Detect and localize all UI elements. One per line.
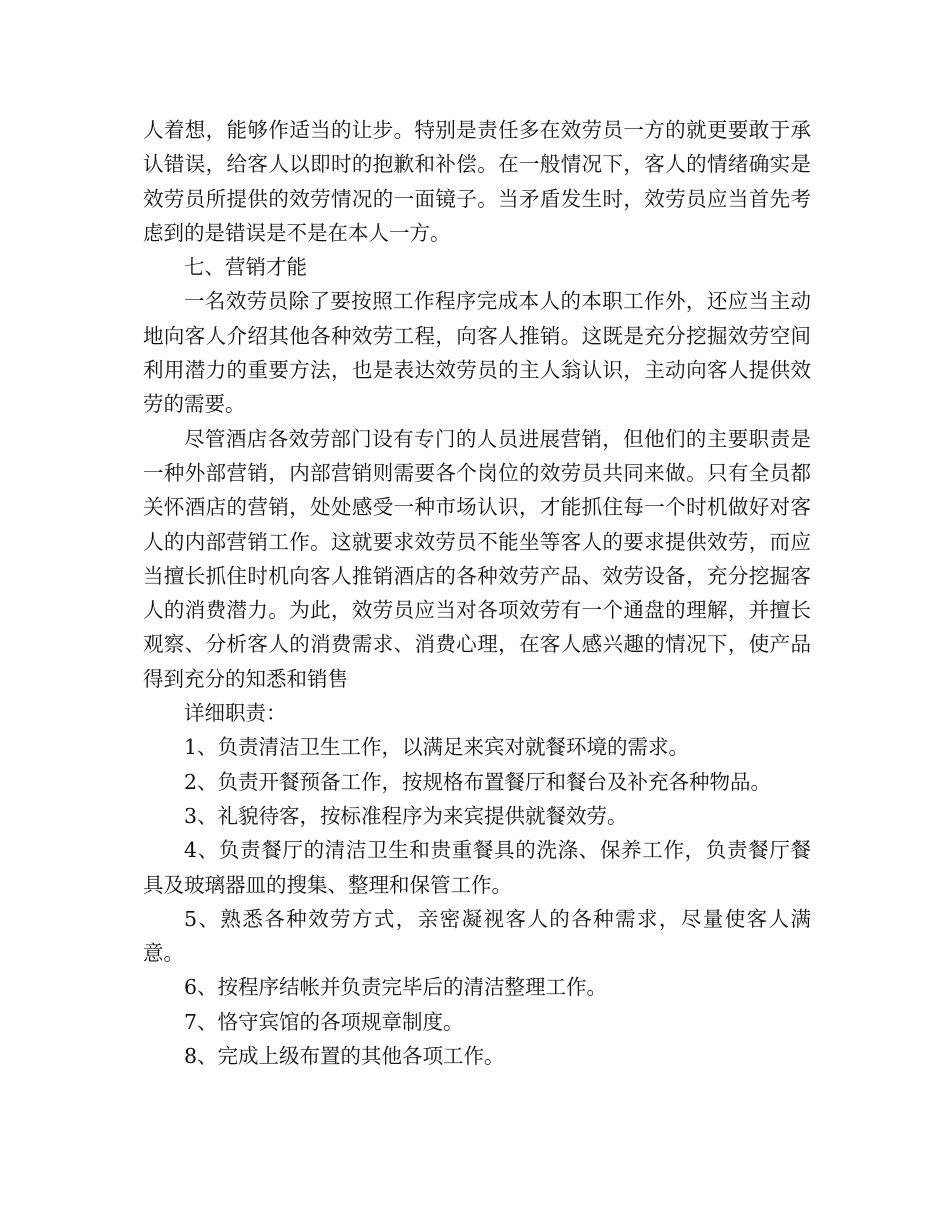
- paragraph-continuation: 人着想，能够作适当的让步。特别是责任多在效劳员一方的就更要敢于承认错误，给客人以即时的抱歉和补偿。在一般情况下，客人的情绪确实是效劳员所提供的效劳情况的一面镜子。当矛盾发生时，效劳员应当首先考虑到的是错误是不是在本人一方。: [143, 118, 811, 245]
- duty-item-5: 5、熟悉各种效劳方式，亲密凝视客人的各种需求，尽量使客人满意。: [143, 906, 811, 966]
- duty-item-6: 6、按程序结帐并负责完毕后的清洁整理工作。: [184, 975, 608, 1000]
- duty-item-8: 8、完成上级布置的其他各项工作。: [184, 1044, 505, 1069]
- duty-item-7: 7、恪守宾馆的各项规章制度。: [184, 1009, 464, 1034]
- duty-item-3: 3、礼貌待客，按标准程序为来宾提供就餐效劳。: [184, 803, 628, 828]
- duties-heading: 详细职责：: [184, 701, 287, 726]
- duty-item-1: 1、负责清洁卫生工作，以满足来宾对就餐环境的需求。: [184, 735, 690, 760]
- paragraph-marketing-intro: 一名效劳员除了要按照工作程序完成本人的本职工作外，还应当主动地向客人介绍其他各种效劳工程，向客人推销。这既是充分挖掘效劳空间利用潜力的重要方法，也是表达效劳员的主人翁认识，主动向客人提供效劳的需要。: [143, 289, 811, 417]
- duty-item-4: 4、负责餐厅的清洁卫生和贵重餐具的洗涤、保养工作，负责餐厅餐具及玻璃器皿的搜集、整理和保管工作。: [143, 838, 811, 897]
- document-page: [143, 113, 811, 1073]
- section-heading: 七、营销才能: [184, 255, 307, 280]
- paragraph-marketing-detail: 尽管酒店各效劳部门设有专门的人员进展营销，但他们的主要职责是一种外部营销，内部营销则需要各个岗位的效劳员共同来做。只有全员都关怀酒店的营销，处处感受一种市场认识，才能抓住每一个时机做好对客人的内部营销工作。这就要求效劳员不能坐等客人的要求提供效劳，而应当擅长抓住时机向客人推销酒店的各种效劳产品、效劳设备，充分挖掘客人的消费潜力。为此，效劳员应当对各项效劳有一个通盘的理解，并擅长观察、分析客人的消费需求、消费心理，在客人感兴趣的情况下，使产品得到充分的知悉和销售: [143, 426, 811, 691]
- duty-item-2: 2、负责开餐预备工作，按规格布置餐厅和餐台及补充各种物品。: [184, 769, 772, 794]
